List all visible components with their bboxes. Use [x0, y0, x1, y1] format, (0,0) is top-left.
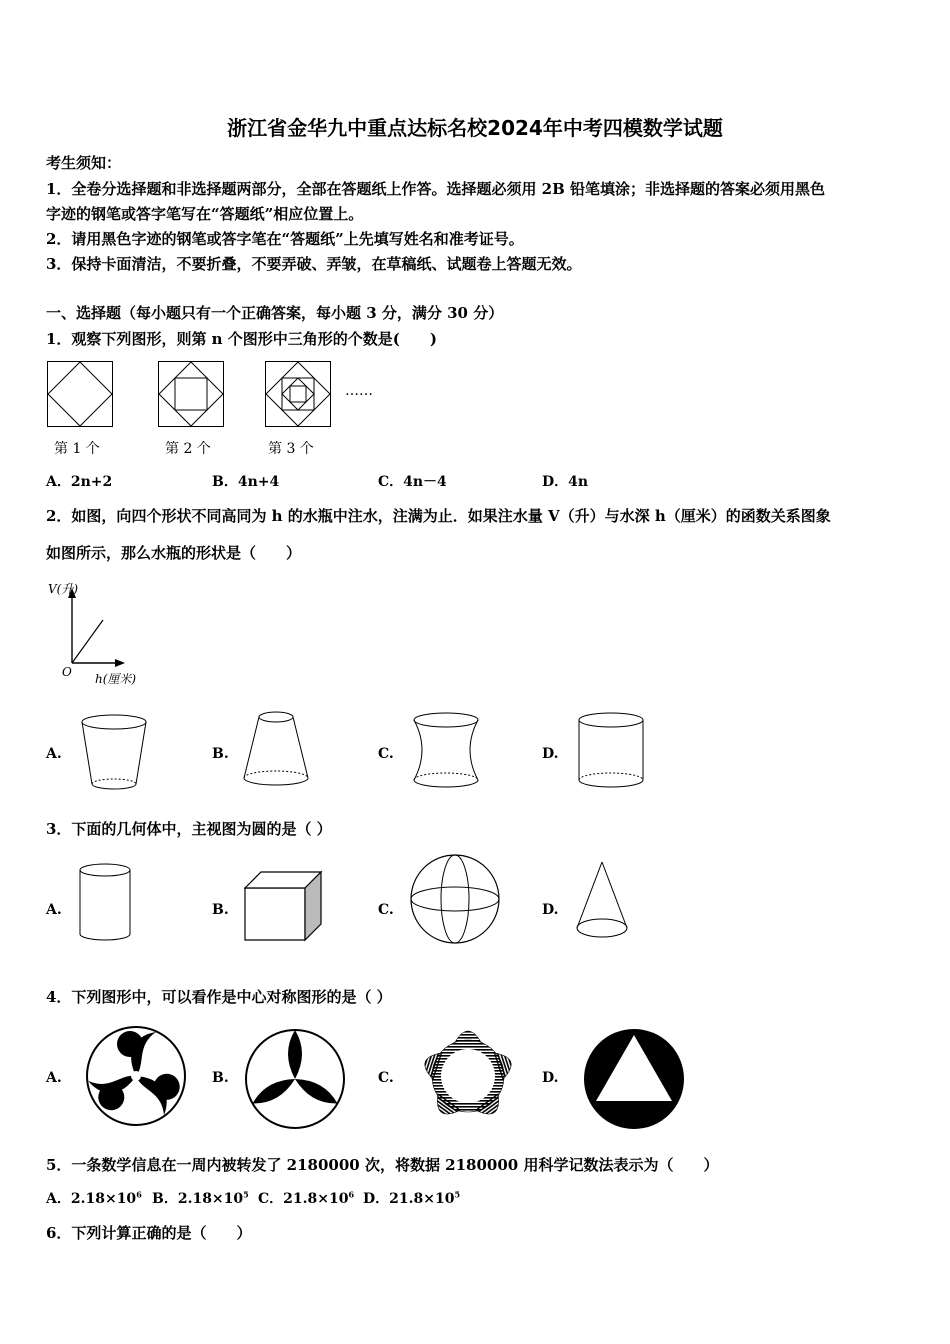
question-4-stem: 4．下列图形中，可以看作是中心对称图形的是（ ） — [46, 988, 392, 1006]
question-6-stem: 6．下列计算正确的是（ ） — [46, 1224, 252, 1242]
q2-bottle-c — [410, 710, 484, 790]
q2-bottle-b — [242, 708, 312, 788]
q2-bottle-a — [80, 712, 150, 792]
q3-cube — [243, 870, 325, 944]
section-heading: 一、选择题（每小题只有一个正确答案，每小题 3 分，满分 30 分） — [46, 304, 504, 322]
q5-option-a: A．$2.18\times 10^6$ — [46, 1189, 142, 1207]
q4-figure-b — [243, 1027, 347, 1131]
q1-option-c: C．4n－4 — [378, 474, 447, 490]
q3-cylinder — [78, 862, 134, 946]
q3-sphere — [409, 853, 501, 945]
q4-option-b: B. — [212, 1070, 229, 1086]
notice-line-2: 2．请用黑色字迹的钢笔或答字笔在“答题纸”上先填写姓名和准考证号。 — [46, 230, 524, 248]
q3-option-c: C. — [378, 902, 394, 918]
q1-figure-2-label: 第 2 个 — [165, 441, 211, 457]
q4-option-a: A. — [46, 1070, 62, 1086]
q3-option-b: B. — [212, 902, 229, 918]
q4-figure-c — [413, 1023, 523, 1129]
q1-figure-3 — [265, 361, 331, 427]
q4-option-c: C. — [378, 1070, 394, 1086]
q2-graph-y-label: V(升) — [48, 582, 79, 596]
question-3-stem: 3．下面的几何体中，主视图为圆的是（ ） — [46, 820, 332, 838]
q1-figure-2 — [158, 361, 224, 427]
q2-option-d: D. — [542, 746, 559, 762]
q2-graph-x-label: h(厘米) — [95, 672, 137, 686]
q2-option-c: C. — [378, 746, 394, 762]
question-2-stem-b: 如图所示，那么水瓶的形状是（ ） — [46, 544, 302, 562]
q1-figure-1-label: 第 1 个 — [54, 441, 100, 457]
notice-heading: 考生须知： — [46, 154, 122, 172]
question-2-stem-a: 2．如图，向四个形状不同高同为 h 的水瓶中注水，注满为止．如果注水量 V（升）与水深 h（厘米）的函数关系图象 — [46, 507, 831, 525]
q4-option-d: D. — [542, 1070, 559, 1086]
q2-graph-origin: O — [62, 665, 72, 679]
q5-option-d: D．$21.8\times 10^5$ — [363, 1189, 461, 1207]
q4-figure-d — [582, 1027, 686, 1131]
q1-option-a: A．2n+2 — [46, 474, 113, 490]
question-5-stem: 5．一条数学信息在一周内被转发了 2180000 次，将数据 2180000 用科学记数法表示为（ ） — [46, 1156, 719, 1174]
notice-line-1a: 1．全卷分选择题和非选择题两部分，全部在答题纸上作答。选择题必须用 2B 铅笔填涂；非选择题的答案必须用黑色 — [46, 180, 826, 198]
q1-option-d: D．4n — [542, 474, 589, 490]
question-1-stem: 1．观察下列图形，则第 n 个图形中三角形的个数是( ) — [46, 330, 437, 348]
q5-option-c: C．$21.8\times 10^6$ — [258, 1189, 355, 1207]
q3-cone — [574, 860, 632, 946]
q3-option-d: D. — [542, 902, 559, 918]
q1-figure-3-label: 第 3 个 — [268, 441, 314, 457]
q1-ellipsis: …… — [345, 383, 373, 399]
q5-option-b: B．$2.18\times 10^5$ — [152, 1189, 249, 1207]
q1-figure-1 — [47, 361, 113, 427]
q4-figure-a — [84, 1024, 188, 1128]
q2-bottle-d — [576, 710, 648, 790]
notice-line-1b: 字迹的钢笔或答字笔写在“答题纸”相应位置上。 — [46, 205, 364, 223]
q2-option-a: A. — [46, 746, 62, 762]
page-title: 浙江省金华九中重点达标名校2024年中考四模数学试题 — [227, 116, 723, 140]
q2-option-b: B. — [212, 746, 229, 762]
q1-option-b: B．4n+4 — [212, 474, 280, 490]
q3-option-a: A. — [46, 902, 62, 918]
notice-line-3: 3．保持卡面清洁，不要折叠，不要弄破、弄皱，在草稿纸、试题卷上答题无效。 — [46, 255, 582, 273]
